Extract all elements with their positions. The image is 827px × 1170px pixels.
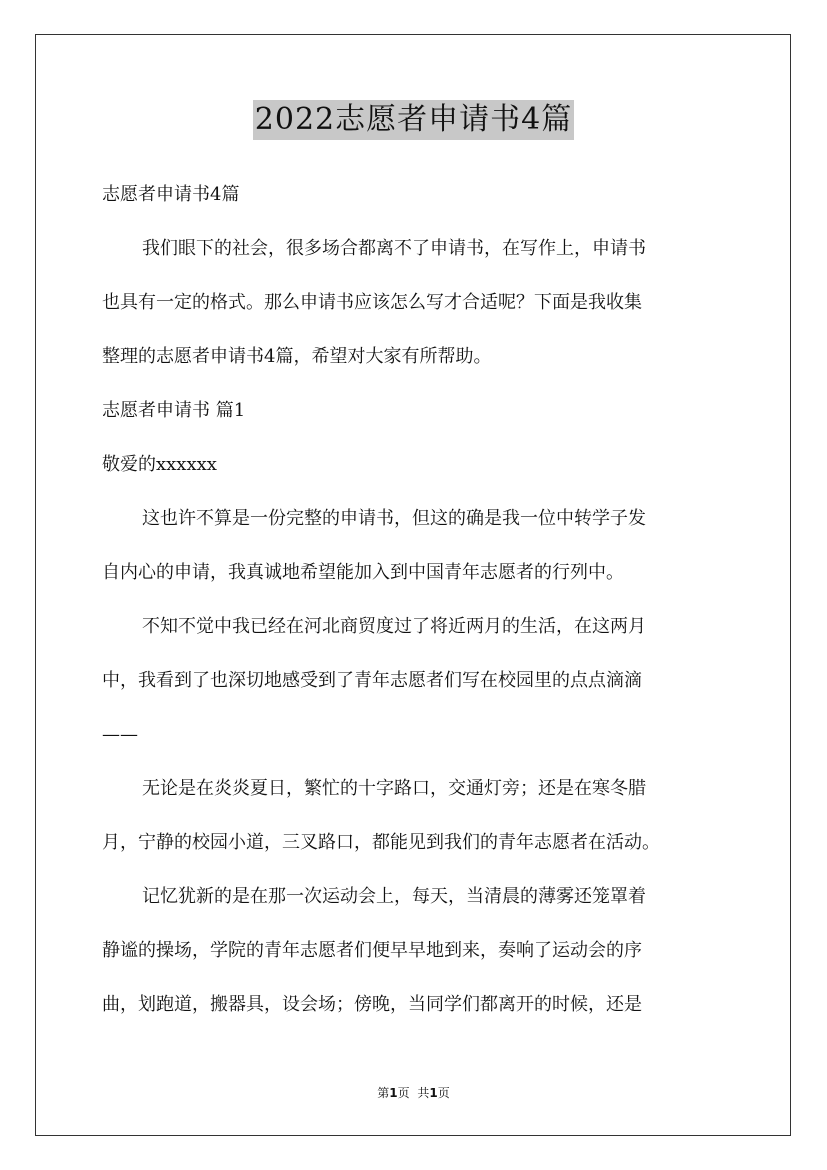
paragraph-line: 整理的志愿者申请书4篇，希望对大家有所帮助。 xyxy=(102,346,492,367)
page-suffix: 页 xyxy=(397,1086,410,1100)
paragraph-line: 中，我看到了也深切地感受到了青年志愿者们写在校园里的点点滴滴 xyxy=(102,670,642,691)
page-prefix: 第 xyxy=(377,1086,390,1100)
paragraph-line: 我们眼下的社会，很多场合都离不了申请书，在写作上，申请书 xyxy=(142,238,646,259)
paragraph-line: 自内心的申请，我真诚地希望能加入到中国青年志愿者的行列中。 xyxy=(102,562,624,583)
document-title: 2022志愿者申请书4篇 xyxy=(253,100,574,140)
salutation: 敬爱的xxxxxx xyxy=(102,454,217,475)
total-prefix: 共 xyxy=(417,1086,430,1100)
paragraph-line: 无论是在炎炎夏日，繁忙的十字路口，交通灯旁；还是在寒冬腊 xyxy=(142,778,646,799)
page-footer xyxy=(0,1084,827,1101)
paragraph-line: 曲，划跑道，搬器具，设会场；傍晚，当同学们都离开的时候，还是 xyxy=(102,994,642,1015)
paragraph-line: 记忆犹新的是在那一次运动会上，每天，当清晨的薄雾还笼罩着 xyxy=(142,886,646,907)
paragraph-line: 不知不觉中我已经在河北商贸度过了将近两月的生活，在这两月 xyxy=(142,616,646,637)
section-heading: 志愿者申请书 篇1 xyxy=(102,400,246,421)
title-container xyxy=(0,100,827,140)
page-number: 1 xyxy=(389,1086,398,1100)
paragraph-line: 这也许不算是一份完整的申请书，但这的确是我一位中转学子发 xyxy=(142,508,646,529)
paragraph-line: 月，宁静的校园小道，三叉路口，都能见到我们的青年志愿者在活动。 xyxy=(102,832,660,853)
paragraph-line: —— xyxy=(102,724,138,745)
document-subtitle: 志愿者申请书4篇 xyxy=(102,184,240,205)
paragraph-line: 也具有一定的格式。那么申请书应该怎么写才合适呢？下面是我收集 xyxy=(102,292,642,313)
total-pages: 1 xyxy=(429,1086,438,1100)
total-suffix: 页 xyxy=(437,1086,450,1100)
paragraph-line: 静谧的操场，学院的青年志愿者们便早早地到来，奏响了运动会的序 xyxy=(102,940,642,961)
